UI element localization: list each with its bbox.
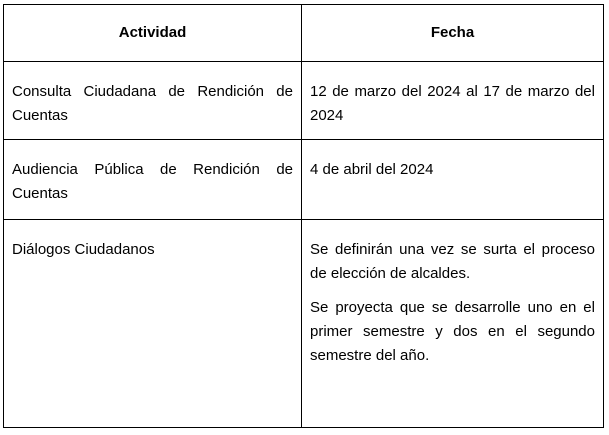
date-cell (302, 220, 604, 428)
table-row (4, 140, 604, 220)
activity-cell (4, 140, 302, 220)
date-text: Se definirán una vez se surta el proceso de elección de alcaldes. (310, 241, 595, 282)
date-cell (302, 140, 604, 220)
activity-cell (4, 62, 302, 140)
date-cell (302, 62, 604, 140)
table-row (4, 220, 604, 428)
activity-text: Audiencia Pública de Rendición de Cuentas (12, 161, 293, 202)
activity-text: Diálogos Ciudadanos (12, 241, 155, 258)
table-row (4, 62, 604, 140)
date-text: 4 de abril del 2024 (310, 161, 434, 178)
date-note: Se proyecta que se desarrolle uno en el primer semestre y dos en el segundo semestre del año. (310, 299, 595, 364)
activities-schedule-table (3, 4, 604, 428)
date-text: 12 de marzo del 2024 al 17 de marzo del 2024 (310, 83, 595, 124)
table-header-row (4, 5, 604, 62)
activity-text: Consulta Ciudadana de Rendición de Cuentas (12, 83, 293, 124)
activity-cell (4, 220, 302, 428)
header-fecha: Fecha (302, 5, 604, 62)
header-actividad: Actividad (4, 5, 302, 62)
